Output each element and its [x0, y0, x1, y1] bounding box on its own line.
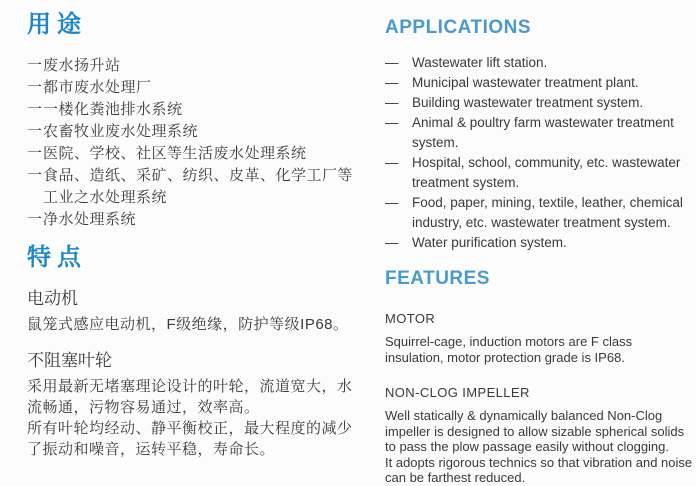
- impeller-heading-en: NON-CLOG IMPELLER: [385, 385, 530, 400]
- list-item: [385, 233, 693, 253]
- motor-heading-en: MOTOR: [385, 311, 436, 326]
- dash-marker: 一: [27, 211, 43, 228]
- list-item-text: Food, paper, mining, textile, leather, chemical industry, etc. wastewater treatment system.: [412, 195, 683, 230]
- list-item-text: Animal & poultry farm wastewater treatment system.: [412, 115, 674, 150]
- dash-marker: 一: [27, 57, 43, 74]
- chinese-column: [27, 0, 359, 460]
- dash-marker: —: [385, 155, 399, 170]
- dash-marker: 一: [27, 145, 43, 162]
- list-item-text: Water purification system.: [412, 235, 567, 250]
- dash-marker: 一: [27, 123, 43, 140]
- features-title-cn: 特点: [27, 244, 87, 271]
- dash-marker: —: [385, 115, 399, 130]
- dash-marker: 一: [27, 79, 43, 96]
- list-item-text: 医院、学校、社区等生活废水处理系统: [43, 145, 307, 162]
- applications-list-en: [385, 53, 693, 253]
- dash-marker: 一: [27, 101, 43, 118]
- list-item: [27, 99, 359, 121]
- list-item-text: 都市废水处理厂: [43, 79, 152, 96]
- dash-marker: —: [385, 55, 399, 70]
- motor-text-cn: 鼠笼式感应电动机，F级绝缘，防护等级IP68。: [27, 316, 349, 333]
- list-item: [385, 153, 693, 193]
- list-item: [385, 53, 693, 73]
- list-item: [27, 55, 359, 77]
- dash-marker: —: [385, 75, 399, 90]
- impeller-text1-en: Well statically & dynamically balanced Non-Clog impeller is designed to allow sizable spherical solids to pass the plow passage easily without clogging.: [385, 408, 685, 454]
- english-column: [385, 0, 693, 486]
- list-item: [385, 93, 693, 113]
- list-item-text: Wastewater lift station.: [412, 55, 548, 70]
- dash-marker: —: [385, 95, 399, 110]
- impeller-heading-cn: 不阻塞叶轮: [27, 351, 112, 370]
- list-item-text: Building wastewater treatment system.: [412, 95, 644, 110]
- list-item: [27, 121, 359, 143]
- list-item-text: 净水处理系统: [43, 211, 137, 228]
- list-item-text: 一楼化粪池排水系统: [43, 101, 183, 118]
- applications-list-cn: [27, 55, 359, 231]
- dash-marker: 一: [27, 167, 43, 184]
- list-item: [27, 165, 359, 209]
- impeller-text2-en: It adopts rigorous technics so that vibration and noise can be farthest reduced.: [385, 454, 693, 485]
- dash-marker: —: [385, 195, 399, 210]
- impeller-text1-cn: 采用最新无堵塞理论设计的叶轮，流道宽大，水流畅通，污物容易通过，效率高。: [27, 378, 353, 416]
- features-title-en: FEATURES: [385, 268, 490, 289]
- applications-title-cn: 用途: [27, 11, 87, 38]
- list-item-text: Municipal wastewater treatment plant.: [412, 75, 639, 90]
- list-item-text: 农畜牧业废水处理系统: [43, 123, 199, 140]
- list-item: [385, 113, 693, 153]
- list-item: [27, 143, 359, 165]
- applications-title-en: APPLICATIONS: [385, 17, 532, 38]
- motor-heading-cn: 电动机: [27, 289, 78, 308]
- motor-text-en: Squirrel-cage, induction motors are F class insulation, motor protection grade is IP68.: [385, 334, 633, 365]
- list-item: [27, 209, 359, 231]
- list-item: [385, 73, 693, 93]
- list-item: [385, 193, 693, 233]
- dash-marker: —: [385, 235, 399, 250]
- impeller-text2-cn: 所有叶轮均经动、静平衡校正，最大程度的减少了振动和噪音，运转平稳，寿命长。: [27, 420, 353, 458]
- list-item: [27, 77, 359, 99]
- list-item-text: 食品、造纸、采矿、纺织、皮革、化学工厂等工业之水处理系统: [43, 167, 354, 206]
- list-item-text: Hospital, school, community, etc. wastewater treatment system.: [412, 155, 681, 190]
- list-item-text: 废水扬升站: [43, 57, 121, 74]
